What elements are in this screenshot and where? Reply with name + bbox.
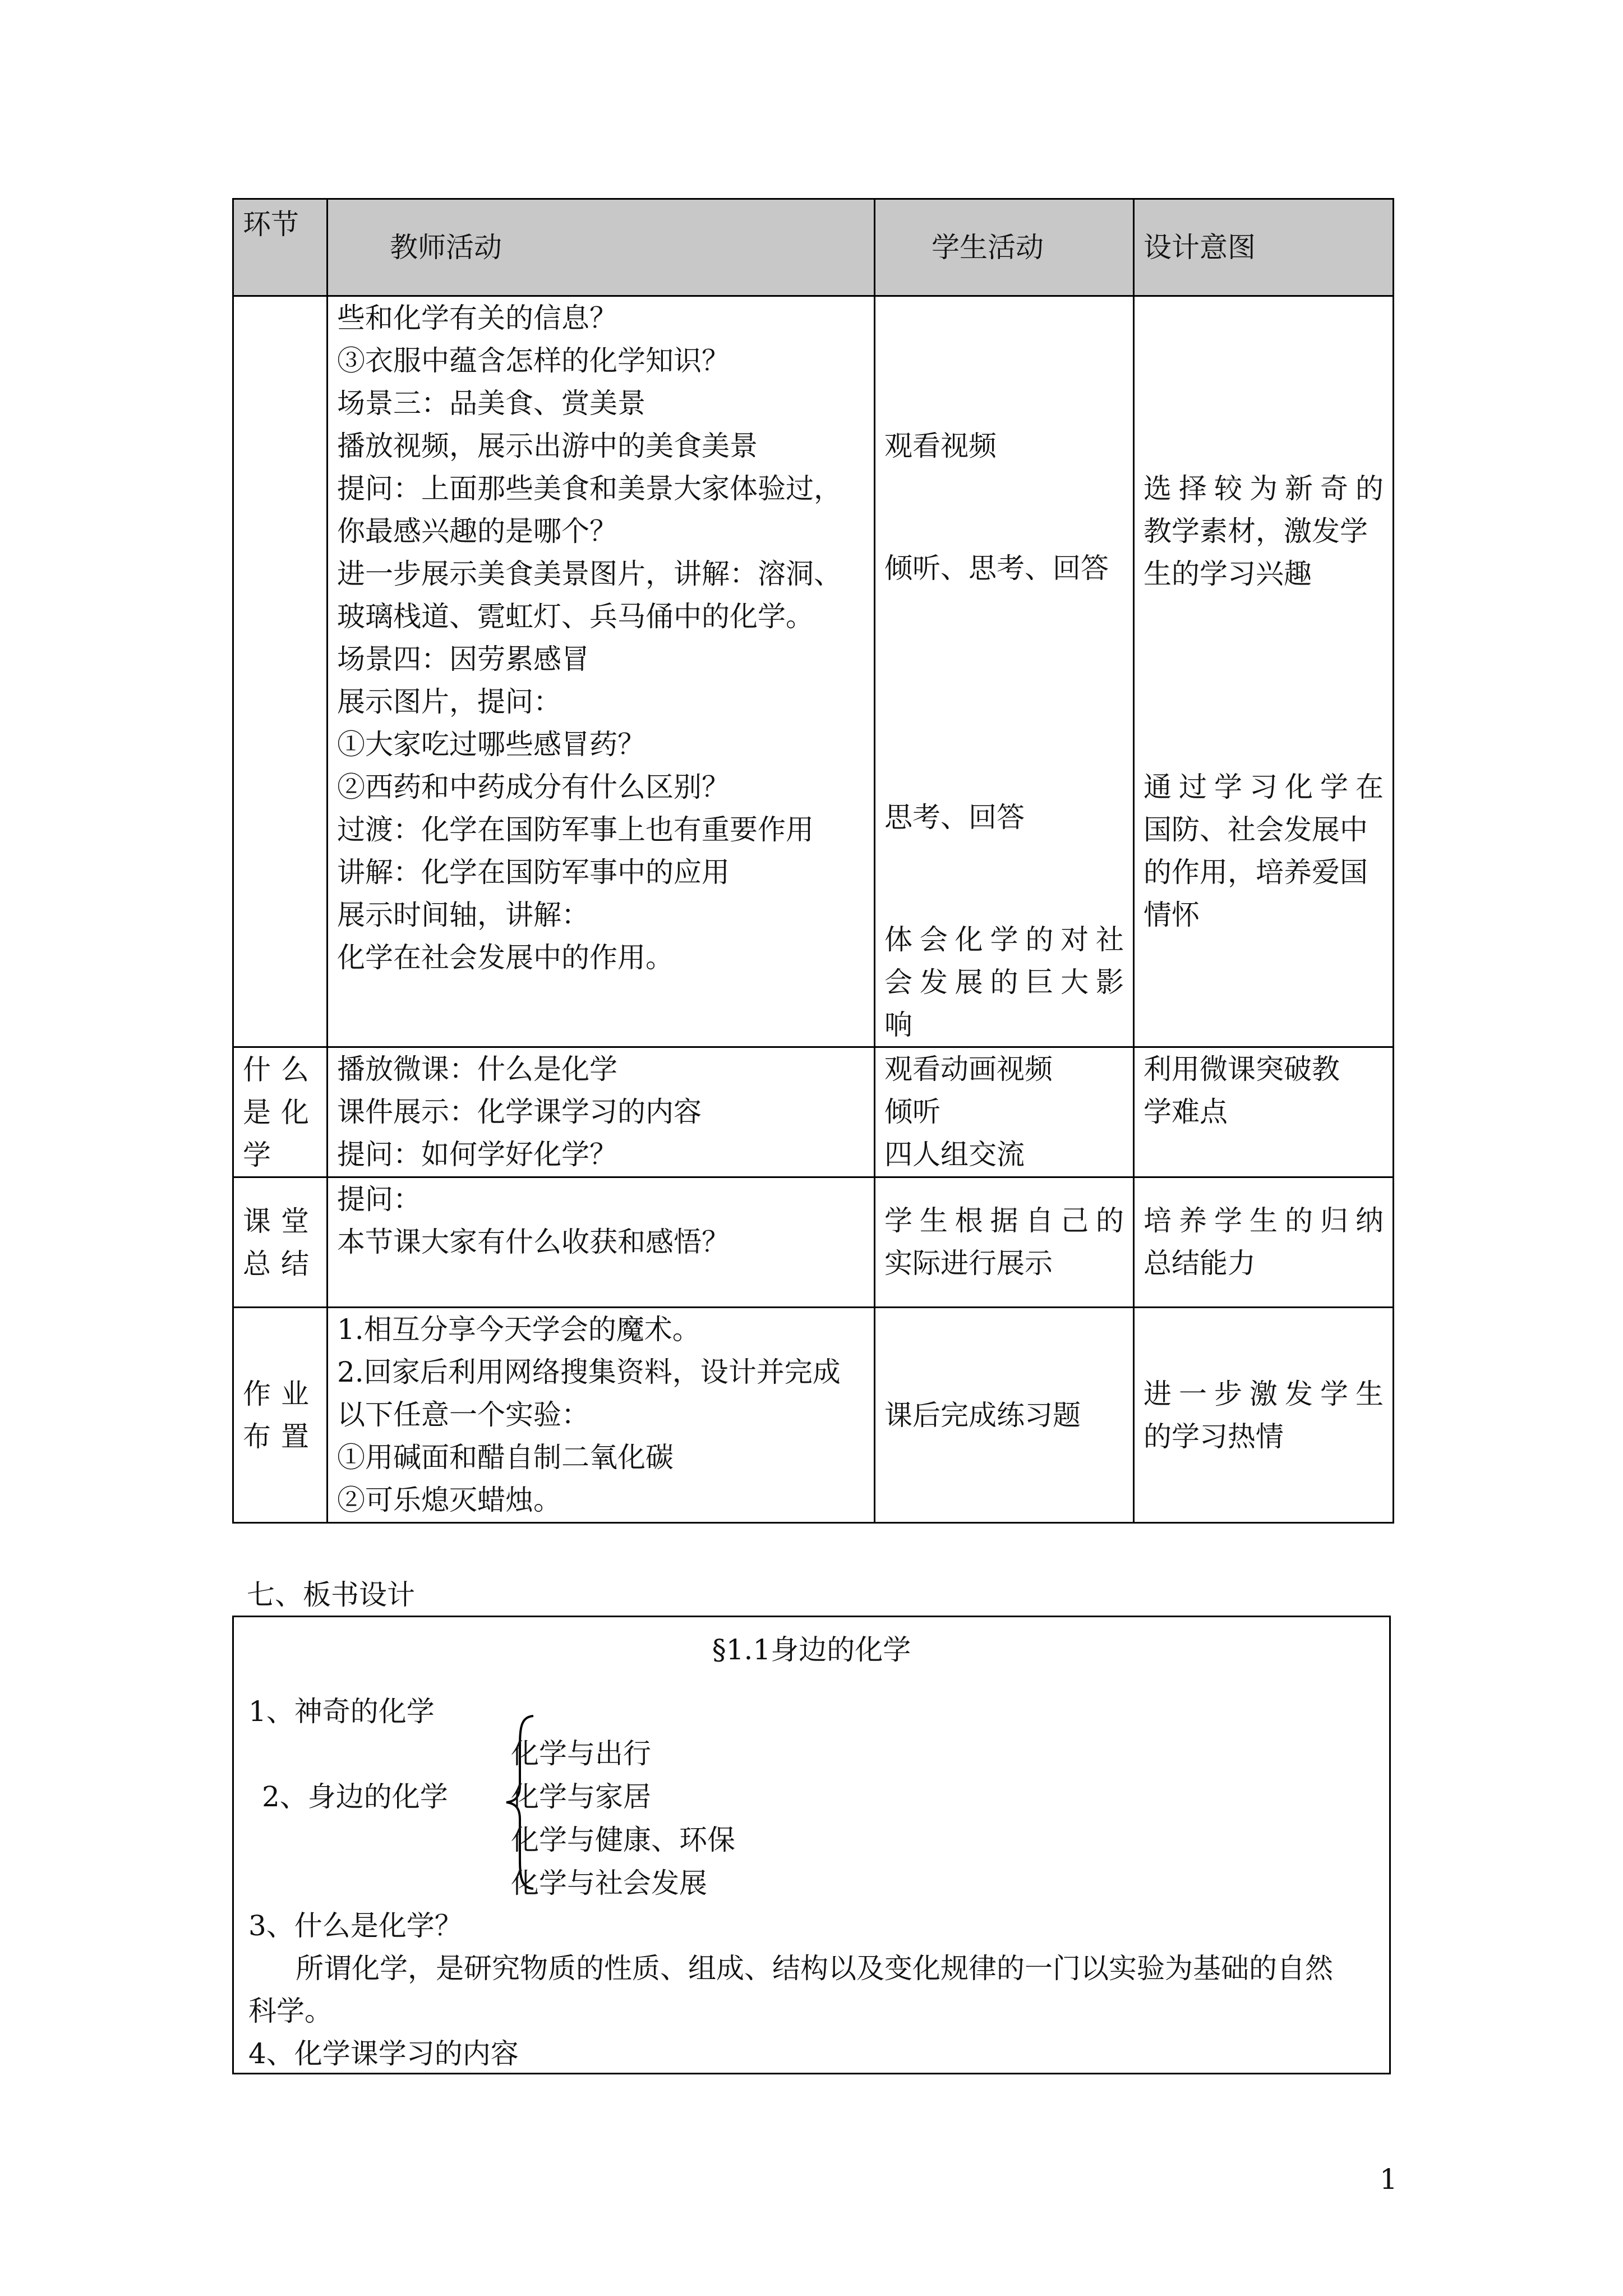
board-design-box — [232, 1616, 1391, 2074]
design-intent-cell: 选择较为新奇的 教学素材，激发学 生的学习兴趣 通过学习化学在 国防、社会发展中 的作用，培养爱国 情怀 — [1134, 296, 1394, 1047]
board-item-4: 4、化学课学习的内容 — [248, 2037, 519, 2070]
teacher-activity-cell: 1.相互分享今天学会的魔术。 2.回家后利用网络搜集资料，设计并完成 以下任意一个实验： ①用碱面和醋自制二氧化碳 ②可乐熄灭蜡烛。 — [328, 1308, 875, 1523]
design-intent-cell: 进一步激发学生 的学习热情 — [1134, 1308, 1394, 1523]
design-intent-cell: 利用微课突破教 学难点 — [1134, 1047, 1394, 1177]
student-activity-cell: 观看视频 倾听、思考、回答 思考、回答 体会化学的对社 会发展的巨大影 响 — [875, 296, 1134, 1047]
board-item-3: 3、什么是化学？ — [248, 1910, 463, 1942]
board-branch: 化学与家居 — [511, 1780, 651, 1813]
section-cell: 课堂 总结 — [233, 1177, 328, 1308]
header-design-intent: 设计意图 — [1134, 199, 1394, 296]
board-branch: 化学与社会发展 — [511, 1867, 707, 1899]
board-branch: 化学与健康、环保 — [511, 1824, 735, 1856]
design-intent-cell: 培养学生的归纳 总结能力 — [1134, 1177, 1394, 1308]
student-activity-cell: 课后完成练习题 — [875, 1308, 1134, 1523]
table-row — [233, 1177, 1394, 1308]
table-header-row — [233, 199, 1394, 296]
table-row — [233, 296, 1394, 1047]
teacher-activity-cell: 提问： 本节课大家有什么收获和感悟？ — [328, 1177, 875, 1308]
table-row — [233, 1308, 1394, 1523]
teacher-activity-cell: 播放微课：什么是化学 课件展示：化学课学习的内容 提问：如何学好化学？ — [328, 1047, 875, 1177]
header-student-activity: 学生活动 — [875, 199, 1134, 296]
teacher-activity-cell: 些和化学有关的信息？ ③衣服中蕴含怎样的化学知识？ 场景三：品美食、赏美景 播放视频，展示出游中的美食美景 提问：上面那些美食和美景大家体验过， 你最感兴趣的是哪个？ 进一步展示美食美景图片，讲解：溶洞、 玻璃栈道、霓虹灯、兵马俑中的化学。 场景四：因劳累感冒 展示图片，提问： ①大家吃过哪些感冒药？ ②西药和中药成分有什么区别？ 过渡：化学在国防军事上也有重要作用 讲解：化学在国防军事中的应用 展示时间轴，讲解： 化学在社会发展中的作用。 — [328, 296, 875, 1047]
section-cell-empty — [233, 296, 328, 1047]
board-item-1: 1、神奇的化学 — [248, 1695, 435, 1728]
board-title: §1.1身边的化学 — [712, 1634, 911, 1666]
board-definition-end: 科学。 — [248, 1995, 333, 2027]
header-teacher-activity: 教师活动 — [328, 199, 875, 296]
section-cell: 什么 是化 学 — [233, 1047, 328, 1177]
board-branch: 化学与出行 — [511, 1737, 651, 1770]
table-row — [233, 1047, 1394, 1177]
section-cell: 作业 布置 — [233, 1308, 328, 1523]
header-section: 环节 — [233, 199, 328, 296]
board-definition: 所谓化学，是研究物质的性质、组成、结构以及变化规律的一门以实验为基础的自然 — [296, 1952, 1333, 1985]
board-item-2: 2、身边的化学 — [262, 1780, 448, 1813]
student-activity-cell: 观看动画视频 倾听 四人组交流 — [875, 1047, 1134, 1177]
page-number: 1 — [1380, 2163, 1398, 2196]
lesson-plan-table — [232, 198, 1394, 1524]
student-activity-cell: 学生根据自己的 实际进行展示 — [875, 1177, 1134, 1308]
section-heading: 七、板书设计 — [247, 1579, 415, 1611]
